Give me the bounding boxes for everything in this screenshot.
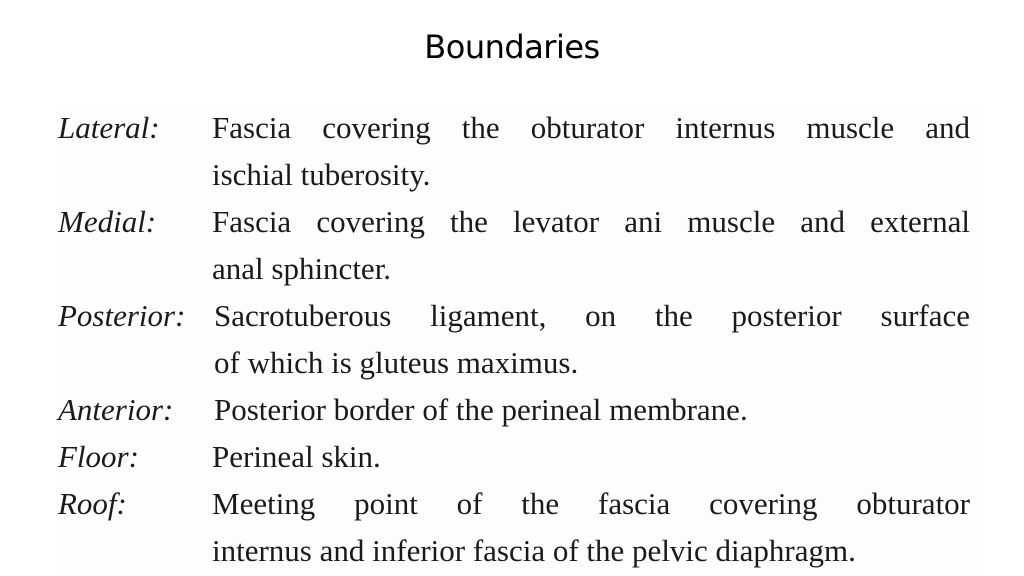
boundary-description <box>212 480 970 574</box>
boundary-term: Floor: <box>58 439 139 474</box>
boundary-description <box>214 386 970 433</box>
description-line: anal sphincter. <box>212 251 392 286</box>
description-line: Posterior border of the perineal membrane. <box>214 392 748 427</box>
boundary-term: Anterior: <box>58 392 174 427</box>
description-line: Sacrotuberous ligament, on the posterior surface <box>214 298 970 333</box>
page-title: Boundaries <box>424 28 600 66</box>
boundaries-list <box>58 104 978 574</box>
description-line: Fascia covering the levator ani muscle and external <box>212 204 970 239</box>
boundary-description <box>212 104 970 198</box>
description-line: Meeting point of the fascia covering obturator <box>212 486 970 521</box>
description-line: internus and inferior fascia of the pelvic diaphragm. <box>212 533 856 568</box>
description-line: Perineal skin. <box>212 439 381 474</box>
boundary-description <box>212 433 970 480</box>
boundary-term: Roof: <box>58 486 127 521</box>
description-line: Fascia covering the obturator internus muscle and <box>212 110 970 145</box>
boundary-description <box>214 292 970 386</box>
boundary-term: Medial: <box>58 204 157 239</box>
description-line: of which is gluteus maximus. <box>214 345 579 380</box>
description-line: ischial tuberosity. <box>212 157 431 192</box>
boundary-description <box>212 198 970 292</box>
boundary-term: Posterior: <box>58 298 186 333</box>
boundary-term: Lateral: <box>58 110 160 145</box>
